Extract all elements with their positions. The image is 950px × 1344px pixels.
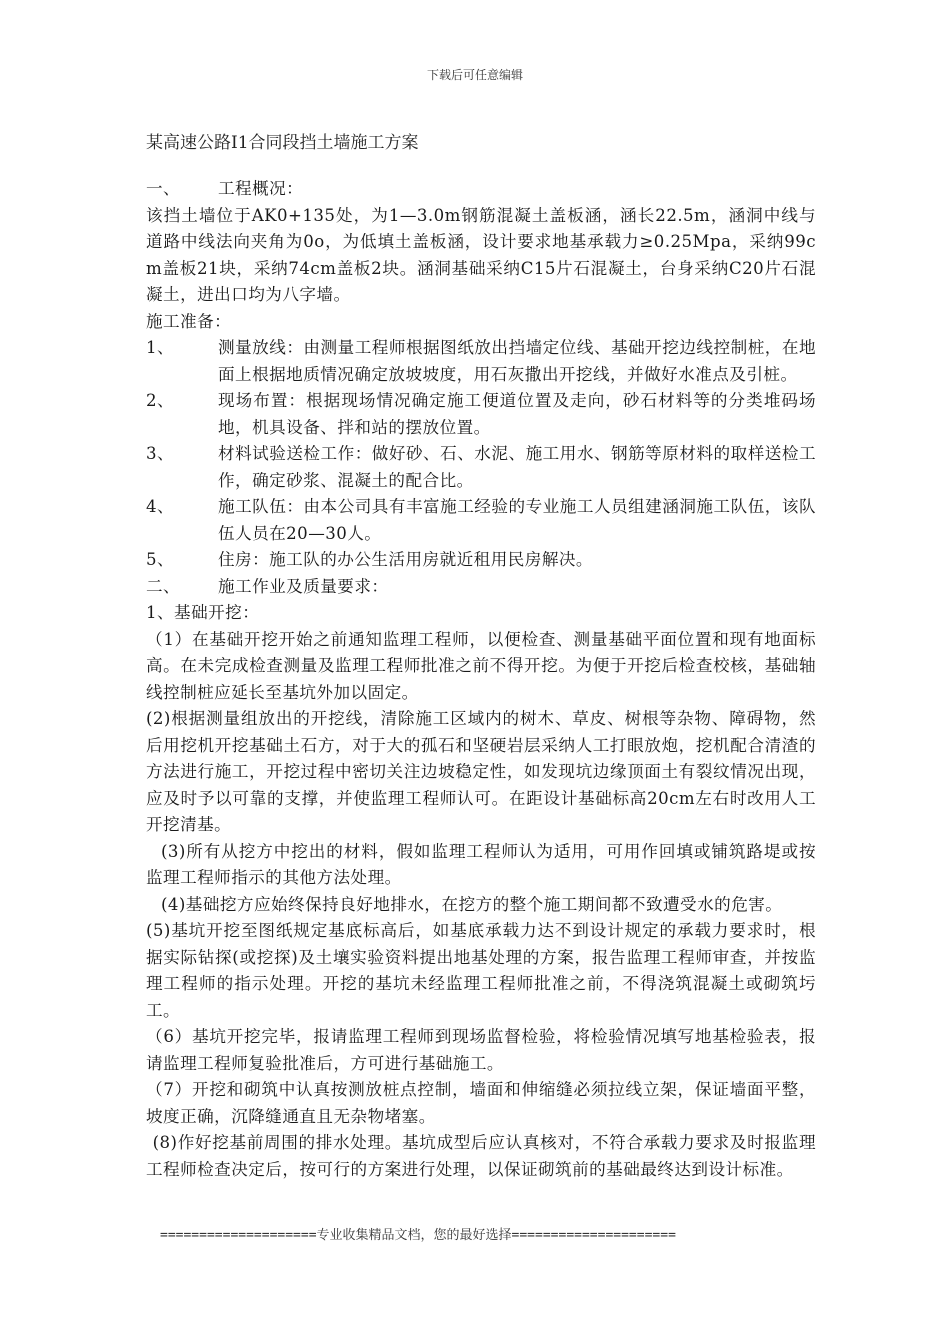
subsection-heading: 1、基础开挖：: [146, 603, 260, 622]
prep-item: [146, 335, 816, 388]
prep-item: [146, 547, 816, 574]
document-body: [146, 176, 816, 1183]
prep-heading: 施工准备：: [146, 311, 232, 331]
prep-item-text: 现场布置：根据现场情况确定施工便道位置及走向，砂石材料等的分类堆码场地，机具设备、拌和站的摆放位置。: [218, 391, 816, 437]
prep-item: [146, 494, 816, 547]
step-paragraph-5: (5)基坑开挖至图纸规定基底标高后，如基底承载力达不到设计规定的承载力要求时，根据实际钻探(或挖探)及土壤实验资料提出地基处理的方案，报告监理工程师审查，并按监理工程师的指示处理。开挖的基坑未经监理工程师批准之前，不得浇筑混凝土或砌筑圬工。: [146, 921, 816, 1020]
prep-item: [146, 388, 816, 441]
prep-item-number: 1、: [146, 338, 175, 357]
header-note: 下载后可任意编辑: [426, 68, 523, 82]
prep-item-text: 住房：施工队的办公生活用房就近租用民房解决。: [218, 550, 593, 569]
step-paragraph-4: (4)基础挖方应始终保持良好地排水，在挖方的整个施工期间都不致遭受水的危害。: [160, 894, 783, 914]
prep-item-text: 测量放线：由测量工程师根据图纸放出挡墙定位线、基础开挖边线控制桩，在地面上根据地质情况确定放坡坡度，用石灰撒出开挖线，并做好水准点及引桩。: [218, 338, 816, 384]
section-number: 一、: [146, 179, 181, 198]
step-paragraph-1: （1）在基础开挖开始之前通知监理工程师，以便检查、测量基础平面位置和现有地面标高。在未完成检查测量及监理工程师批准之前不得开挖。为便于开挖后检查校核，基础轴线控制桩应延长至基坑外加以固定。: [146, 629, 816, 702]
step-paragraph-2: (2)根据测量组放出的开挖线，清除施工区域内的树木、草皮、树根等杂物、障碍物，然后用挖机开挖基础土石方，对于大的孤石和坚硬岩层采纳人工打眼放炮，挖机配合清渣的方法进行施工，开挖过程中密切关注边坡稳定性，如发现坑边缘顶面土有裂纹情况出现，应及时予以可靠的支撑，并使监理工程师认可。在距设计基础标高20cm左右时改用人工开挖清基。: [146, 709, 816, 834]
prep-item: [146, 441, 816, 494]
section-number: 二、: [146, 576, 181, 596]
footer-banner: ====================专业收集精品文档，您的最好选择=====================: [160, 1228, 676, 1243]
step-paragraph-3: (3)所有从挖方中挖出的材料，假如监理工程师认为适用，可用作回填或铺筑路堤或按监理工程师指示的其他方法处理。: [146, 841, 816, 887]
prep-item-number: 4、: [146, 497, 175, 516]
prep-item-text: 材料试验送检工作：做好砂、石、水泥、施工用水、钢筋等原材料的取样送检工作，确定砂浆、混凝土的配合比。: [218, 444, 816, 490]
step-paragraph-6: （6）基坑开挖完毕，报请监理工程师到现场监督检验，将检验情况填写地基检验表，报请监理工程师复验批准后，方可进行基础施工。: [146, 1027, 816, 1073]
prep-item-number: 5、: [146, 550, 175, 569]
overview-paragraph: 该挡土墙位于AK0+135处，为1—3.0m钢筋混凝土盖板涵，涵长22.5m，涵洞中线与道路中线法向夹角为0o，为低填土盖板涵，设计要求地基承载力≥0.25Mpa，采纳99cm盖板21块，采纳74cm盖板2块。涵洞基础采纳C15片石混凝土，台身采纳C20片石混凝土，进出口均为八字墙。: [146, 205, 816, 304]
section-heading-text: 施工作业及质量要求：: [218, 576, 389, 596]
document-title: 某高速公路I1合同段挡土墙施工方案: [146, 133, 419, 153]
section-heading-construction: [146, 574, 816, 601]
section-heading-overview: [146, 176, 816, 203]
prep-item-text: 施工队伍：由本公司具有丰富施工经验的专业施工人员组建涵洞施工队伍，该队伍人员在20—30人。: [218, 497, 816, 543]
section-heading-text: 工程概况：: [218, 179, 304, 198]
prep-item-number: 2、: [146, 391, 175, 410]
step-paragraph-8: (8)作好挖基前周围的排水处理。基坑成型后应认真核对，不符合承载力要求及时报监理工程师检查决定后，按可行的方案进行处理，以保证砌筑前的基础最终达到设计标准。: [146, 1133, 816, 1179]
step-paragraph-7: （7）开挖和砌筑中认真按测放桩点控制，墙面和伸缩缝必须拉线立架，保证墙面平整，坡度正确，沉降缝通直且无杂物堵塞。: [146, 1080, 816, 1126]
prep-item-number: 3、: [146, 444, 175, 463]
